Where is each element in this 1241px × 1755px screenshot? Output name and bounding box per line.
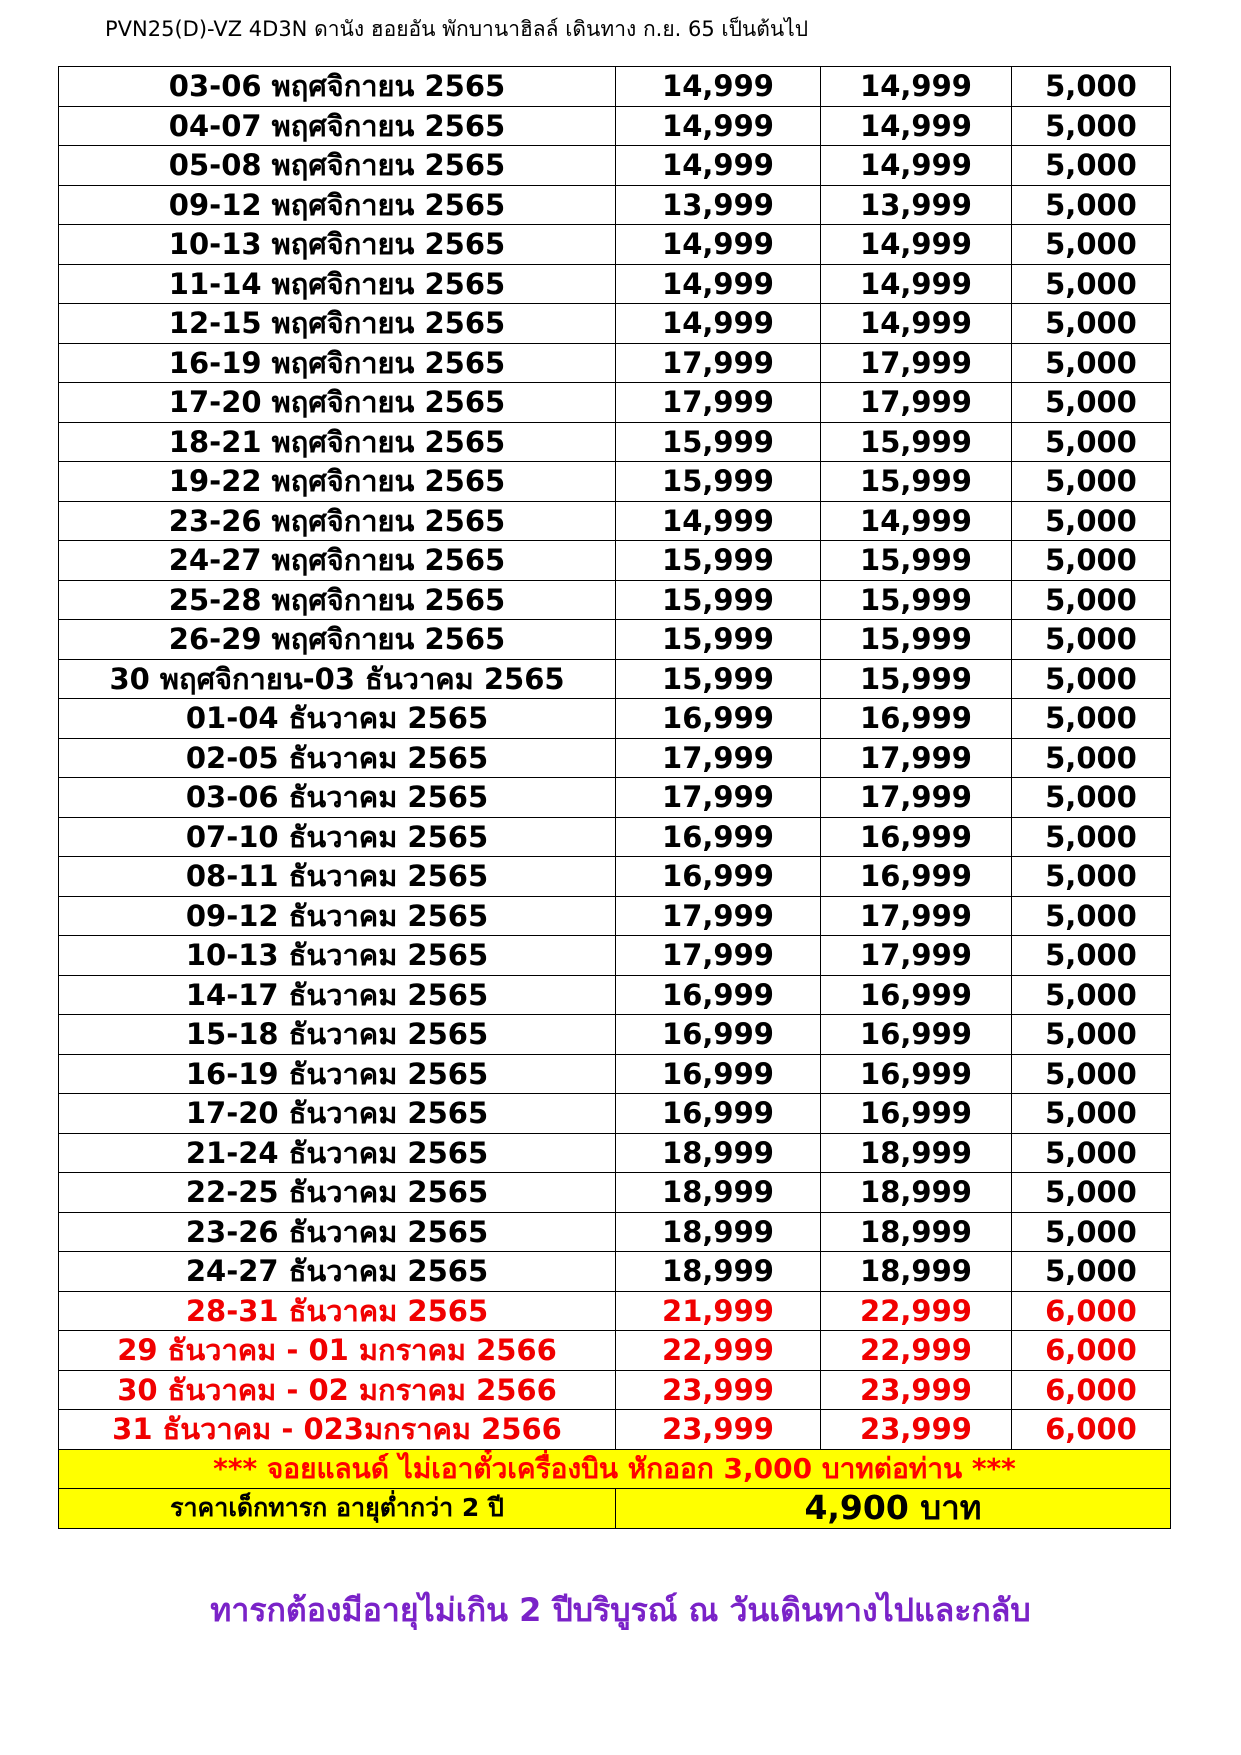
- table-row: [59, 541, 1171, 581]
- child-price-cell: 17,999: [821, 778, 1012, 818]
- child-price-cell: 18,999: [821, 1212, 1012, 1252]
- travel-date-cell: 21-24 ธันวาคม 2565: [59, 1133, 616, 1173]
- adult-price-cell: 17,999: [616, 343, 821, 383]
- single-supplement-cell: 5,000: [1012, 106, 1171, 146]
- single-supplement-cell: 5,000: [1012, 817, 1171, 857]
- table-row: [59, 1370, 1171, 1410]
- travel-date-cell: 11-14 พฤศจิกายน 2565: [59, 264, 616, 304]
- travel-date-cell: 03-06 พฤศจิกายน 2565: [59, 67, 616, 107]
- travel-date-cell: 12-15 พฤศจิกายน 2565: [59, 304, 616, 344]
- child-price-cell: 15,999: [821, 580, 1012, 620]
- child-price-cell: 14,999: [821, 264, 1012, 304]
- travel-date-cell: 04-07 พฤศจิกายน 2565: [59, 106, 616, 146]
- single-supplement-cell: 5,000: [1012, 936, 1171, 976]
- joinland-note-text: *** จอยแลนด์ ไม่เอาตั๋วเครื่องบิน หักออก 3,000 บาทต่อท่าน ***: [59, 1449, 1171, 1489]
- adult-price-cell: 14,999: [616, 304, 821, 344]
- travel-date-cell: 10-13 พฤศจิกายน 2565: [59, 225, 616, 265]
- adult-price-cell: 13,999: [616, 185, 821, 225]
- travel-date-cell: 24-27 ธันวาคม 2565: [59, 1252, 616, 1292]
- single-supplement-cell: 5,000: [1012, 1173, 1171, 1213]
- child-price-cell: 15,999: [821, 620, 1012, 660]
- child-price-cell: 23,999: [821, 1370, 1012, 1410]
- infant-price-label: ราคาเด็กทารก อายุต่ำกว่า 2 ปี: [59, 1489, 616, 1529]
- child-price-cell: 16,999: [821, 1054, 1012, 1094]
- child-price-cell: 14,999: [821, 501, 1012, 541]
- child-price-cell: 17,999: [821, 383, 1012, 423]
- adult-price-cell: 14,999: [616, 67, 821, 107]
- infant-age-footnote: ทารกต้องมีอายุไม่เกิน 2 ปีบริบูรณ์ ณ วันเดินทางไปและกลับ: [210, 1591, 1031, 1629]
- table-row: [59, 936, 1171, 976]
- single-supplement-cell: 5,000: [1012, 264, 1171, 304]
- table-row: [59, 896, 1171, 936]
- child-price-cell: 17,999: [821, 738, 1012, 778]
- travel-date-cell: 14-17 ธันวาคม 2565: [59, 975, 616, 1015]
- adult-price-cell: 17,999: [616, 896, 821, 936]
- single-supplement-cell: 6,000: [1012, 1291, 1171, 1331]
- child-price-cell: 15,999: [821, 462, 1012, 502]
- table-row: [59, 975, 1171, 1015]
- adult-price-cell: 15,999: [616, 580, 821, 620]
- travel-date-cell: 02-05 ธันวาคม 2565: [59, 738, 616, 778]
- single-supplement-cell: 5,000: [1012, 659, 1171, 699]
- adult-price-cell: 21,999: [616, 1291, 821, 1331]
- travel-date-cell: 19-22 พฤศจิกายน 2565: [59, 462, 616, 502]
- table-row: [59, 1212, 1171, 1252]
- adult-price-cell: 16,999: [616, 1015, 821, 1055]
- table-row: [59, 1133, 1171, 1173]
- child-price-cell: 18,999: [821, 1252, 1012, 1292]
- child-price-cell: 16,999: [821, 817, 1012, 857]
- child-price-cell: 14,999: [821, 225, 1012, 265]
- table-row: [59, 462, 1171, 502]
- single-supplement-cell: 6,000: [1012, 1331, 1171, 1371]
- single-supplement-cell: 5,000: [1012, 185, 1171, 225]
- table-row: [59, 778, 1171, 818]
- single-supplement-cell: 5,000: [1012, 304, 1171, 344]
- adult-price-cell: 14,999: [616, 106, 821, 146]
- adult-price-cell: 16,999: [616, 1094, 821, 1134]
- travel-date-cell: 31 ธันวาคม - 023มกราคม 2566: [59, 1410, 616, 1450]
- adult-price-cell: 18,999: [616, 1252, 821, 1292]
- adult-price-cell: 14,999: [616, 501, 821, 541]
- adult-price-cell: 18,999: [616, 1173, 821, 1213]
- adult-price-cell: 16,999: [616, 975, 821, 1015]
- table-row: [59, 343, 1171, 383]
- table-row: [59, 264, 1171, 304]
- travel-date-cell: 01-04 ธันวาคม 2565: [59, 699, 616, 739]
- child-price-cell: 14,999: [821, 304, 1012, 344]
- child-price-cell: 16,999: [821, 1094, 1012, 1134]
- adult-price-cell: 17,999: [616, 778, 821, 818]
- travel-date-cell: 16-19 พฤศจิกายน 2565: [59, 343, 616, 383]
- travel-date-cell: 15-18 ธันวาคม 2565: [59, 1015, 616, 1055]
- table-row: [59, 620, 1171, 660]
- table-row: [59, 1054, 1171, 1094]
- single-supplement-cell: 5,000: [1012, 225, 1171, 265]
- child-price-cell: 18,999: [821, 1133, 1012, 1173]
- adult-price-cell: 22,999: [616, 1331, 821, 1371]
- single-supplement-cell: 6,000: [1012, 1370, 1171, 1410]
- travel-date-cell: 16-19 ธันวาคม 2565: [59, 1054, 616, 1094]
- travel-date-cell: 30 ธันวาคม - 02 มกราคม 2566: [59, 1370, 616, 1410]
- travel-date-cell: 03-06 ธันวาคม 2565: [59, 778, 616, 818]
- travel-date-cell: 25-28 พฤศจิกายน 2565: [59, 580, 616, 620]
- adult-price-cell: 14,999: [616, 225, 821, 265]
- travel-date-cell: 09-12 ธันวาคม 2565: [59, 896, 616, 936]
- table-row: [59, 383, 1171, 423]
- travel-date-cell: 23-26 ธันวาคม 2565: [59, 1212, 616, 1252]
- table-row: [59, 1331, 1171, 1371]
- travel-date-cell: 24-27 พฤศจิกายน 2565: [59, 541, 616, 581]
- table-row: [59, 146, 1171, 186]
- single-supplement-cell: 5,000: [1012, 501, 1171, 541]
- child-price-cell: 22,999: [821, 1331, 1012, 1371]
- adult-price-cell: 16,999: [616, 699, 821, 739]
- table-row: [59, 422, 1171, 462]
- child-price-cell: 13,999: [821, 185, 1012, 225]
- travel-date-cell: 22-25 ธันวาคม 2565: [59, 1173, 616, 1213]
- table-row: [59, 1015, 1171, 1055]
- travel-date-cell: 05-08 พฤศจิกายน 2565: [59, 146, 616, 186]
- joinland-note-row: [59, 1449, 1171, 1489]
- table-row: [59, 1252, 1171, 1292]
- adult-price-cell: 16,999: [616, 817, 821, 857]
- table-row: [59, 67, 1171, 107]
- travel-date-cell: 08-11 ธันวาคม 2565: [59, 857, 616, 897]
- adult-price-cell: 16,999: [616, 1054, 821, 1094]
- travel-date-cell: 23-26 พฤศจิกายน 2565: [59, 501, 616, 541]
- single-supplement-cell: 5,000: [1012, 1212, 1171, 1252]
- single-supplement-cell: 5,000: [1012, 383, 1171, 423]
- adult-price-cell: 16,999: [616, 857, 821, 897]
- child-price-cell: 15,999: [821, 659, 1012, 699]
- child-price-cell: 16,999: [821, 857, 1012, 897]
- adult-price-cell: 23,999: [616, 1370, 821, 1410]
- travel-date-cell: 18-21 พฤศจิกายน 2565: [59, 422, 616, 462]
- adult-price-cell: 18,999: [616, 1212, 821, 1252]
- single-supplement-cell: 5,000: [1012, 422, 1171, 462]
- table-row: [59, 185, 1171, 225]
- single-supplement-cell: 5,000: [1012, 67, 1171, 107]
- single-supplement-cell: 5,000: [1012, 146, 1171, 186]
- child-price-cell: 14,999: [821, 67, 1012, 107]
- adult-price-cell: 17,999: [616, 738, 821, 778]
- infant-price-row: [59, 1489, 1171, 1529]
- child-price-cell: 17,999: [821, 936, 1012, 976]
- single-supplement-cell: 5,000: [1012, 1133, 1171, 1173]
- table-row: [59, 580, 1171, 620]
- single-supplement-cell: 5,000: [1012, 580, 1171, 620]
- travel-date-cell: 17-20 พฤศจิกายน 2565: [59, 383, 616, 423]
- single-supplement-cell: 5,000: [1012, 1252, 1171, 1292]
- travel-date-cell: 26-29 พฤศจิกายน 2565: [59, 620, 616, 660]
- child-price-cell: 16,999: [821, 975, 1012, 1015]
- single-supplement-cell: 5,000: [1012, 738, 1171, 778]
- single-supplement-cell: 5,000: [1012, 699, 1171, 739]
- child-price-cell: 17,999: [821, 343, 1012, 383]
- table-row: [59, 225, 1171, 265]
- adult-price-cell: 15,999: [616, 659, 821, 699]
- child-price-cell: 17,999: [821, 896, 1012, 936]
- travel-date-cell: 07-10 ธันวาคม 2565: [59, 817, 616, 857]
- child-price-cell: 14,999: [821, 106, 1012, 146]
- table-row: [59, 817, 1171, 857]
- single-supplement-cell: 5,000: [1012, 896, 1171, 936]
- single-supplement-cell: 5,000: [1012, 1094, 1171, 1134]
- table-row: [59, 501, 1171, 541]
- adult-price-cell: 15,999: [616, 462, 821, 502]
- travel-date-cell: 30 พฤศจิกายน-03 ธันวาคม 2565: [59, 659, 616, 699]
- table-row: [59, 106, 1171, 146]
- adult-price-cell: 17,999: [616, 383, 821, 423]
- single-supplement-cell: 5,000: [1012, 620, 1171, 660]
- travel-date-cell: 09-12 พฤศจิกายน 2565: [59, 185, 616, 225]
- table-row: [59, 1410, 1171, 1450]
- table-row: [59, 304, 1171, 344]
- travel-date-cell: 10-13 ธันวาคม 2565: [59, 936, 616, 976]
- table-row: [59, 738, 1171, 778]
- single-supplement-cell: 5,000: [1012, 1054, 1171, 1094]
- single-supplement-cell: 5,000: [1012, 778, 1171, 818]
- child-price-cell: 23,999: [821, 1410, 1012, 1450]
- price-table: [58, 66, 1171, 1529]
- single-supplement-cell: 5,000: [1012, 857, 1171, 897]
- child-price-cell: 14,999: [821, 146, 1012, 186]
- travel-date-cell: 17-20 ธันวาคม 2565: [59, 1094, 616, 1134]
- child-price-cell: 22,999: [821, 1291, 1012, 1331]
- page-header-title: PVN25(D)-VZ 4D3N ดานัง ฮอยอัน พักบานาฮิลล์ เดินทาง ก.ย. 65 เป็นต้นไป: [105, 17, 809, 41]
- child-price-cell: 16,999: [821, 699, 1012, 739]
- adult-price-cell: 15,999: [616, 422, 821, 462]
- adult-price-cell: 15,999: [616, 620, 821, 660]
- adult-price-cell: 15,999: [616, 541, 821, 581]
- child-price-cell: 16,999: [821, 1015, 1012, 1055]
- child-price-cell: 18,999: [821, 1173, 1012, 1213]
- single-supplement-cell: 5,000: [1012, 462, 1171, 502]
- table-row: [59, 1173, 1171, 1213]
- adult-price-cell: 14,999: [616, 264, 821, 304]
- adult-price-cell: 17,999: [616, 936, 821, 976]
- adult-price-cell: 23,999: [616, 1410, 821, 1450]
- table-row: [59, 699, 1171, 739]
- single-supplement-cell: 5,000: [1012, 975, 1171, 1015]
- infant-price-value: 4,900 บาท: [616, 1489, 1171, 1529]
- child-price-cell: 15,999: [821, 541, 1012, 581]
- table-row: [59, 1291, 1171, 1331]
- adult-price-cell: 18,999: [616, 1133, 821, 1173]
- single-supplement-cell: 5,000: [1012, 1015, 1171, 1055]
- price-table-body: [59, 67, 1171, 1450]
- travel-date-cell: 28-31 ธันวาคม 2565: [59, 1291, 616, 1331]
- single-supplement-cell: 5,000: [1012, 343, 1171, 383]
- travel-date-cell: 29 ธันวาคม - 01 มกราคม 2566: [59, 1331, 616, 1371]
- adult-price-cell: 14,999: [616, 146, 821, 186]
- single-supplement-cell: 6,000: [1012, 1410, 1171, 1450]
- table-row: [59, 857, 1171, 897]
- table-row: [59, 659, 1171, 699]
- single-supplement-cell: 5,000: [1012, 541, 1171, 581]
- table-row: [59, 1094, 1171, 1134]
- child-price-cell: 15,999: [821, 422, 1012, 462]
